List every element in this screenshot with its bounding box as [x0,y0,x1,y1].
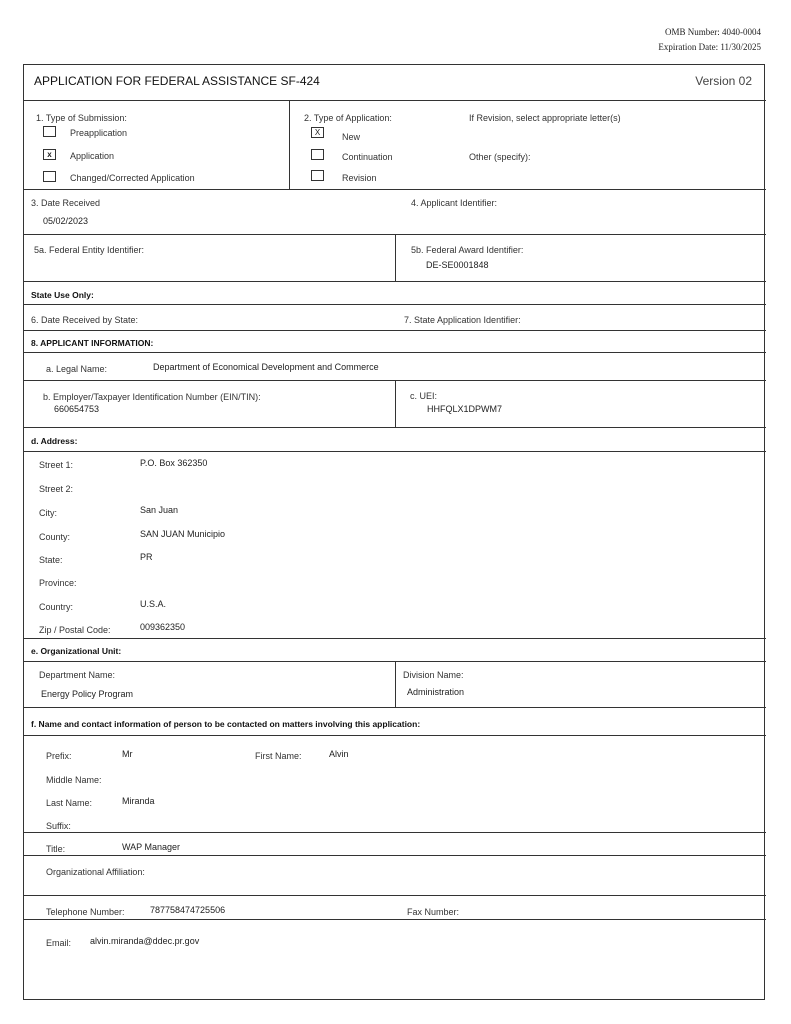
division-name-label: Division Name: [403,670,464,680]
county-value[interactable]: SAN JUAN Municipio [140,529,226,539]
prefix-label: Prefix: [46,751,72,761]
divider [24,855,766,856]
divider [24,735,766,736]
checkbox-continuation[interactable] [311,149,324,160]
street1-label: Street 1: [39,460,74,470]
department-name-label: Department Name: [39,670,116,680]
divider [24,189,766,190]
state-application-identifier-label: 7. State Application Identifier: [404,315,521,325]
federal-entity-identifier-label: 5a. Federal Entity Identifier: [34,245,145,255]
divider [24,895,766,896]
divider [24,451,766,452]
divider [289,101,290,190]
divider [24,638,766,639]
last-name-value[interactable]: Miranda [122,796,155,806]
legal-name-label: a. Legal Name: [46,364,108,374]
revision-letters-label: If Revision, select appropriate letter(s) [469,113,621,123]
telephone-label: Telephone Number: [46,907,125,917]
option-new: New [342,132,361,142]
fax-label: Fax Number: [407,907,460,917]
date-received-value[interactable]: 05/02/2023 [43,216,89,226]
email-label: Email: [46,938,72,948]
application-type-label: 2. Type of Application: [304,113,392,123]
contact-heading: f. Name and contact information of person to be contacted on matters involving this application: [31,719,421,729]
province-label: Province: [39,578,77,588]
submission-type-label: 1. Type of Submission: [36,113,127,123]
last-name-label: Last Name: [46,798,93,808]
country-label: Country: [39,602,74,612]
divider [24,352,766,353]
suffix-label: Suffix: [46,821,71,831]
sf424-form [23,64,765,1000]
ein-value[interactable]: 660654753 [54,404,100,414]
org-unit-heading: e. Organizational Unit: [31,646,122,656]
zip-value[interactable]: 009362350 [140,622,186,632]
option-preapplication: Preapplication [70,128,128,138]
ein-label: b. Employer/Taxpayer Identification Number (EIN/TIN): [43,392,261,402]
divider [24,427,766,428]
divider [24,100,766,101]
option-application: Application [70,151,115,161]
city-label: City: [39,508,57,518]
checkbox-new[interactable]: X [311,127,324,138]
federal-award-identifier-label: 5b. Federal Award Identifier: [411,245,524,255]
state-value[interactable]: PR [140,552,153,562]
date-received-label: 3. Date Received [31,198,101,208]
divider [24,832,766,833]
divider [24,281,766,282]
country-value[interactable]: U.S.A. [140,599,167,609]
state-use-only-heading: State Use Only: [31,290,94,300]
org-affiliation-label: Organizational Affiliation: [46,867,145,877]
checkbox-revision[interactable] [311,170,324,181]
checkbox-preapplication[interactable] [43,126,56,137]
federal-award-identifier-value[interactable]: DE-SE0001848 [426,260,489,270]
county-label: County: [39,532,71,542]
uei-label: c. UEI: [410,391,438,401]
city-value[interactable]: San Juan [140,505,179,515]
applicant-identifier-label: 4. Applicant Identifier: [411,198,498,208]
expiration-date: Expiration Date: 11/30/2025 [658,42,761,52]
uei-value[interactable]: HHFQLX1DPWM7 [427,404,503,414]
first-name-value[interactable]: Alvin [329,749,349,759]
telephone-value[interactable]: 787758474725506 [150,905,226,915]
divider [395,235,396,281]
checkbox-application[interactable]: x [43,149,56,160]
applicant-info-heading: 8. APPLICANT INFORMATION: [31,338,154,348]
prefix-value[interactable]: Mr [122,749,133,759]
form-title: APPLICATION FOR FEDERAL ASSISTANCE SF-424 [34,74,320,88]
first-name-label: First Name: [255,751,302,761]
divider [24,919,766,920]
option-revision: Revision [342,173,377,183]
division-name-value[interactable]: Administration [407,687,465,697]
street1-value[interactable]: P.O. Box 362350 [140,458,208,468]
zip-label: Zip / Postal Code: [39,625,111,635]
state-label: State: [39,555,63,565]
email-value[interactable]: alvin.miranda@ddec.pr.gov [90,936,200,946]
divider [24,304,766,305]
divider [395,381,396,427]
option-continuation: Continuation [342,152,393,162]
omb-number: OMB Number: 4040-0004 [665,27,761,37]
title-value[interactable]: WAP Manager [122,842,181,852]
form-version: Version 02 [695,74,752,88]
divider [24,330,766,331]
street2-label: Street 2: [39,484,74,494]
department-name-value[interactable]: Energy Policy Program [41,689,134,699]
option-changed-corrected: Changed/Corrected Application [70,173,195,183]
title-label: Title: [46,844,66,854]
divider [395,662,396,707]
address-heading: d. Address: [31,436,78,446]
other-specify-label: Other (specify): [469,152,531,162]
date-received-by-state-label: 6. Date Received by State: [31,315,139,325]
checkbox-changed-corrected[interactable] [43,171,56,182]
divider [24,707,766,708]
legal-name-value[interactable]: Department of Economical Development and Commerce [153,362,379,372]
middle-name-label: Middle Name: [46,775,102,785]
